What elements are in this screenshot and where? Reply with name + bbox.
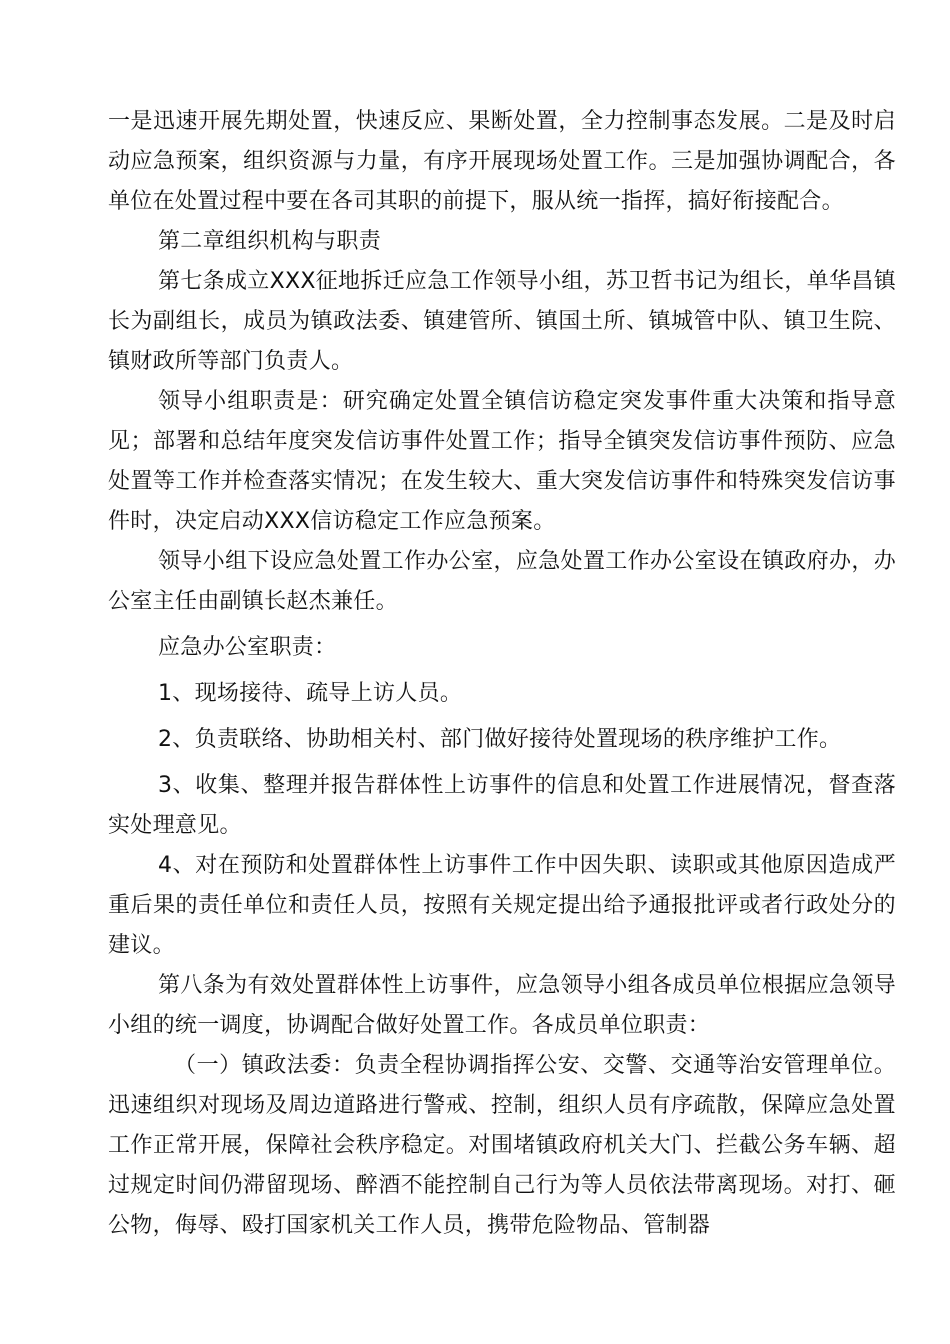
leading-group-duties: 领导小组职责是：研究确定处置全镇信访稳定突发事件重大决策和指导意见；部署和总结年度突发信访事件处置工作；指导全镇突发信访事件预防、应急处置等工作并检查落实情况；在发生较大、重大突发信访事件和特殊突发信访事件时，决定启动XXX信访稳定工作应急预案。 bbox=[108, 389, 896, 534]
duty-item-2: 2、负责联络、协助相关村、部门做好接待处置现场的秩序维护工作。 bbox=[158, 727, 842, 752]
duty-item-4: 4、对在预防和处置群体性上访事件工作中因失职、读职或其他原因造成严重后果的责任单位和责任人员，按照有关规定提出给予通报批评或者行政处分的建议。 bbox=[108, 853, 896, 958]
article-seven: 第七条成立XXX征地拆迁应急工作领导小组，苏卫哲书记为组长，单华昌镇长为副组长，成员为镇政法委、镇建管所、镇国土所、镇城管中队、镇卫生院、镇财政所等部门负责人。 bbox=[108, 269, 896, 374]
duty-item-3: 3、收集、整理并报告群体性上访事件的信息和处置工作进展情况，督查落实处理意见。 bbox=[108, 773, 896, 838]
duty-item-1: 1、现场接待、疏导上访人员。 bbox=[158, 681, 463, 706]
member-unit-duty-1: （一）镇政法委：负责全程协调指挥公安、交警、交通等治安管理单位。迅速组织对现场及周边道路进行警戒、控制，组织人员有序疏散，保障应急处置工作正常开展，保障社会秩序稳定。对围堵镇政府机关大门、拦截公务车辆、超过规定时间仍滞留现场、醉酒不能控制自己行为等人员依法带离现场。对打、砸公物，侮辱、殴打国家机关工作人员，携带危险物品、管制器 bbox=[108, 1053, 896, 1238]
paragraph-emergency-principles: 一是迅速开展先期处置，快速反应、果断处置，全力控制事态发展。二是及时启动应急预案，组织资源与力量，有序开展现场处置工作。三是加强协调配合，各单位在处置过程中要在各司其职的前提下，服从统一指挥，搞好衔接配合。 bbox=[108, 109, 896, 214]
chapter-two-heading: 第二章组织机构与职责 bbox=[158, 229, 382, 254]
document-body bbox=[108, 102, 896, 1246]
emergency-office-setup: 领导小组下设应急处置工作办公室，应急处置工作办公室设在镇政府办，办公室主任由副镇长赵杰兼任。 bbox=[108, 549, 896, 614]
emergency-office-duties-heading: 应急办公室职责： bbox=[158, 635, 337, 660]
article-eight: 第八条为有效处置群体性上访事件，应急领导小组各成员单位根据应急领导小组的统一调度，协调配合做好处置工作。各成员单位职责： bbox=[108, 973, 896, 1038]
